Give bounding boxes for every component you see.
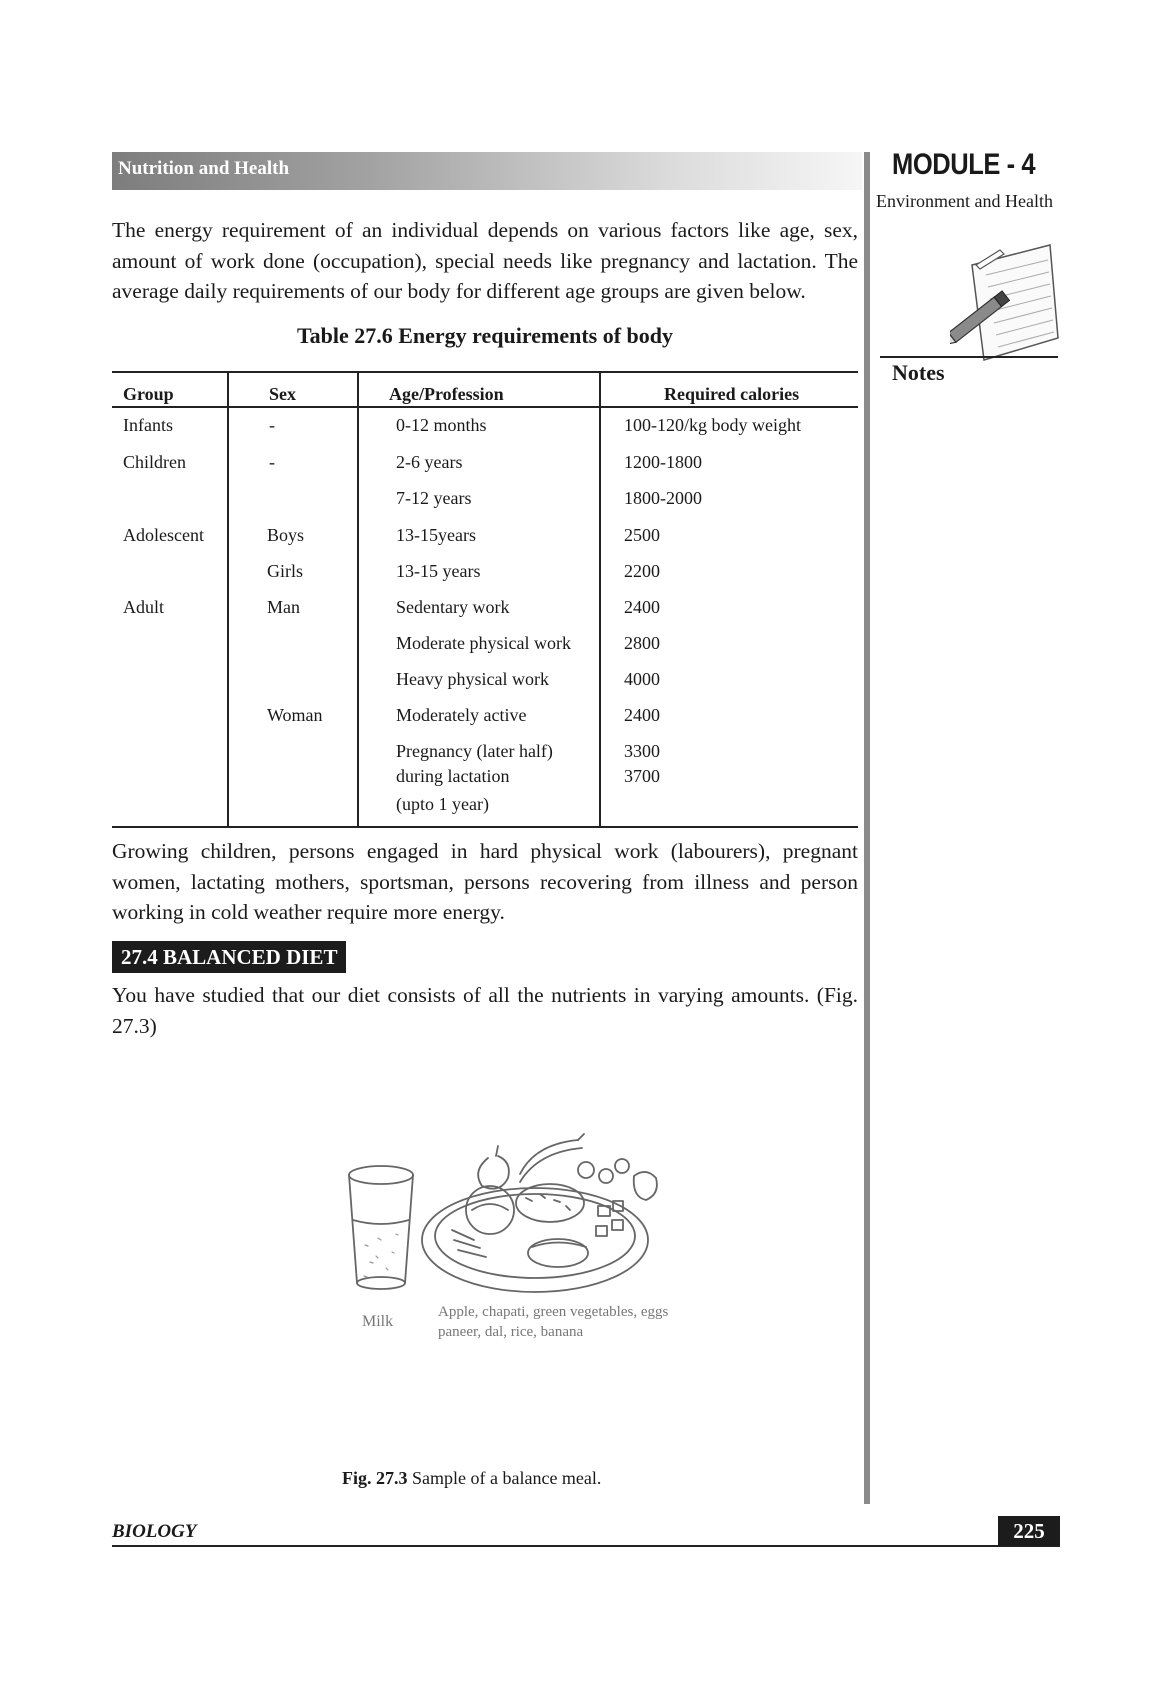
footer-rule [112,1545,1060,1547]
table-cell-calories: 100-120/kg body weight [624,415,801,435]
table-cell-group: Adult [123,597,165,617]
figure-label-milk: Milk [362,1313,394,1330]
table-bottom-rule [112,826,858,828]
table-cell-age: (upto 1 year) [396,794,489,814]
table-cell-age: 0-12 months [396,415,487,435]
table-cell-calories: 2400 [624,705,660,725]
table-header-sex: Sex [269,384,296,404]
table-cell-group: Infants [123,415,173,435]
page-number: 225 [998,1516,1060,1546]
figure-label-plate-line1: Apple, chapati, green vegetables, eggs [438,1304,669,1320]
table-cell-age: Moderate physical work [396,633,571,653]
table-cell-calories: 3300 [624,741,660,761]
table-cell-age: 7-12 years [396,488,472,508]
notes-pencil-icon [950,240,1060,365]
milk-glass-drawing [349,1166,413,1289]
table-cell-calories: 2200 [624,561,660,581]
figure-caption [342,1468,601,1489]
table-cell-age: Sedentary work [396,597,510,617]
chapter-header-bar [112,152,862,190]
figure-caption-number: Fig. 27.3 [342,1468,408,1488]
table-cell-group: Children [123,452,186,472]
module-subtitle: Environment and Health [876,191,1053,211]
table-col-divider [599,371,601,827]
chapter-title: Nutrition and Health [118,158,290,179]
section-paragraph: You have studied that our diet consists of all the nutrients in varying amounts. (Fig. 27.3) [112,983,858,1038]
table-cell-sex: Woman [267,705,323,725]
energy-requirements-table [112,371,858,828]
table-cell-age: Heavy physical work [396,669,549,689]
table-cell-calories: 2500 [624,525,660,545]
table-cell-calories: 2800 [624,633,660,653]
table-top-rule [112,371,858,373]
table-cell-sex: Man [267,597,300,617]
figure-caption-text: Sample of a balance meal. [412,1468,602,1488]
table-cell-age: during lactation [396,766,510,786]
table-cell-sex: - [269,415,275,435]
table-cell-age: 13-15 years [396,561,481,581]
table-col-divider [357,371,359,827]
meal-plate-drawing [422,1134,657,1292]
table-cell-calories: 2400 [624,597,660,617]
intro-paragraph: The energy requirement of an individual depends on various factors like age, sex, amount of work done (occupation), special needs like pregnancy and lactation. The average daily requirements of our body for different age groups are given below. [112,218,858,303]
table-cell-sex: Girls [267,561,303,581]
footer-subject: BIOLOGY [112,1521,197,1542]
table-cell-sex: Boys [267,525,305,545]
table-cell-age: 13-15years [396,525,476,545]
table-cell-group: Adolescent [123,525,204,545]
table-cell-calories: 1200-1800 [624,452,702,472]
figure-label-plate-line2: paneer, dal, rice, banana [438,1324,584,1340]
table-cell-age: Pregnancy (later half) [396,741,553,761]
after-table-paragraph: Growing children, persons engaged in hard physical work (labourers), pregnant women, lactating mothers, sportsman, persons recovering from illness and person working in cold weather require more energy. [112,839,858,924]
table-cell-calories: 4000 [624,669,660,689]
table-cell-age: Moderately active [396,705,527,725]
table-header-age: Age/Profession [389,384,504,404]
module-title: MODULE - 4 [892,148,1036,181]
table-cell-sex: - [269,452,275,472]
table-cell-calories: 1800-2000 [624,488,702,508]
table-header-group: Group [123,384,174,404]
table-col-divider [227,371,229,827]
balanced-meal-illustration [340,1070,720,1340]
table-title: Table 27.6 Energy requirements of body [296,323,674,348]
table-cell-age: 2-6 years [396,452,463,472]
table-header-calories: Required calories [664,384,800,404]
table-cell-calories: 3700 [624,766,660,786]
notes-label: Notes [892,360,945,385]
table-header-rule [112,406,858,408]
margin-divider [864,152,870,1504]
notes-divider [880,356,1058,358]
section-heading: 27.4 BALANCED DIET [112,941,346,973]
